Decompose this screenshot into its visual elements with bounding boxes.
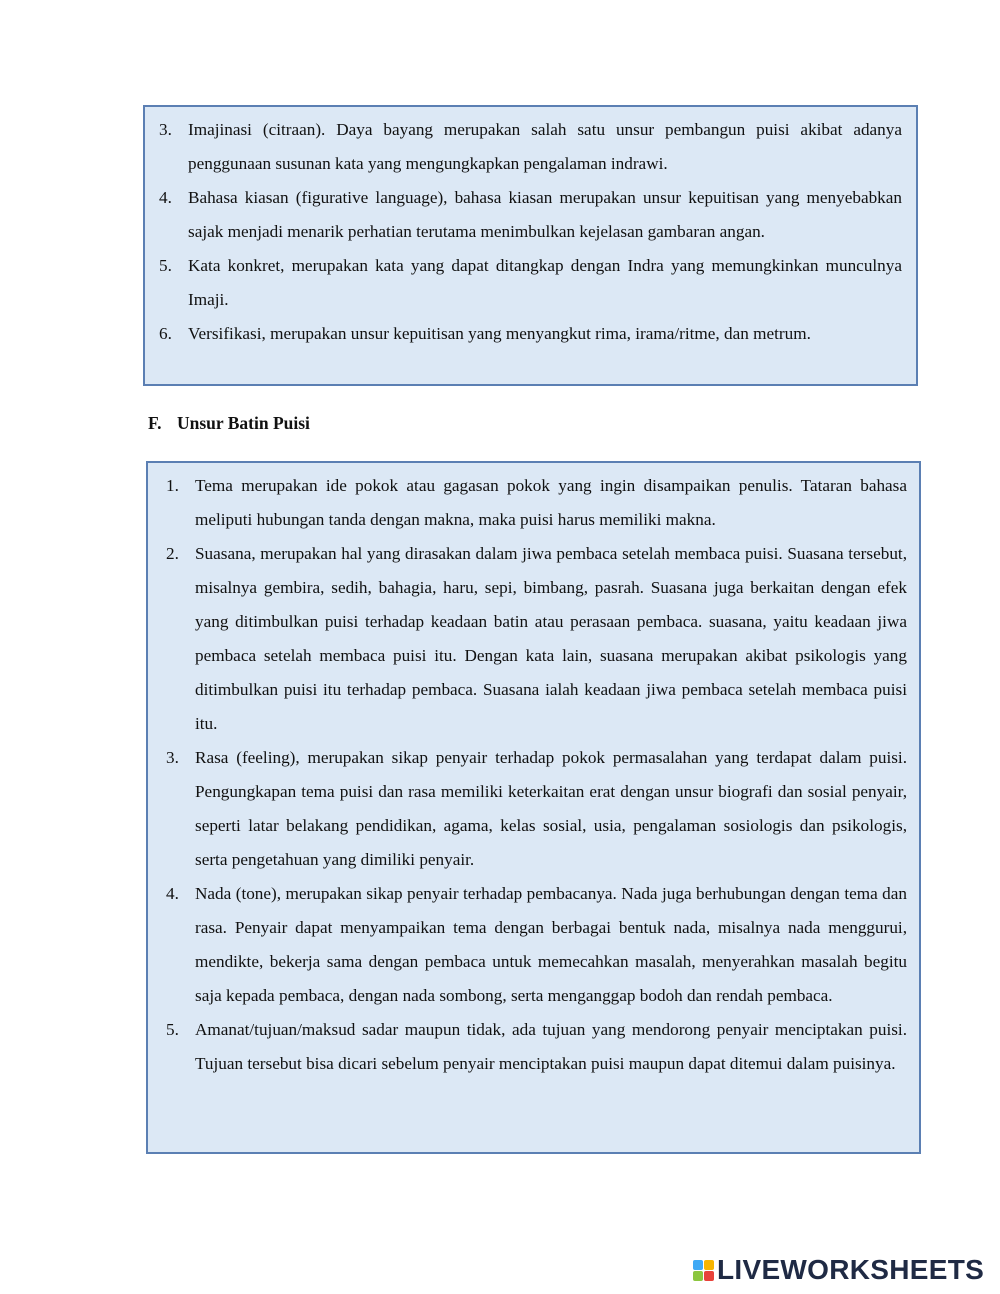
section-letter: F. (148, 413, 162, 433)
list-item (159, 113, 902, 181)
list-text: Tema merupakan ide pokok atau gagasan pokok yang ingin disampaikan penulis. Tataran bahasa meliputi hubungan tanda dengan makna, maka puisi harus memiliki makna. (195, 476, 907, 529)
list-item (159, 249, 902, 317)
list-item (166, 741, 907, 877)
list-item (166, 469, 907, 537)
logo-text: LIVEWORKSHEETS (717, 1254, 985, 1285)
list-number: 5. (166, 1020, 179, 1039)
list-number: 3. (166, 748, 179, 767)
list-text: Nada (tone), merupakan sikap penyair terhadap pembacanya. Nada juga berhubungan dengan tema dan rasa. Penyair dapat menyampaikan tema dengan berbagai bentuk nada, misalnya nada menggurui, mendikte, bekerja sama dengan pembaca untuk memecahkan masalah, menyerahkan masalah begitu saja kepada pembaca, dengan nada sombong, serta menganggap bodoh dan rendah pembaca. (195, 884, 907, 1005)
liveworksheets-logo-icon (693, 1260, 714, 1281)
logo-square-icon (693, 1271, 703, 1281)
logo-square-icon (704, 1260, 714, 1270)
list-text: Suasana, merupakan hal yang dirasakan dalam jiwa pembaca setelah membaca puisi. Suasana tersebut, misalnya gembira, sedih, bahagia, haru, sepi, bimbang, pasrah. Suasana juga berkaitan dengan efek yang ditimbulkan puisi terhadap keadaan batin atau perasaan pembaca. suasana, yaitu keadaan jiwa pembaca setelah membaca puisi itu. Dengan kata lain, suasana merupakan akibat psikologis yang ditimbulkan puisi itu terhadap pembaca. Suasana ialah keadaan jiwa pembaca setelah membaca puisi itu. (195, 544, 907, 733)
list-text: Imajinasi (citraan). Daya bayang merupakan salah satu unsur pembangun puisi akibat adanya penggunaan susunan kata yang mengungkapkan pengalaman indrawi. (188, 120, 902, 173)
list-number: 6. (159, 324, 172, 343)
logo-square-icon (693, 1260, 703, 1270)
list-number: 1. (166, 476, 179, 495)
logo-square-icon (704, 1271, 714, 1281)
list-text: Bahasa kiasan (figurative language), bahasa kiasan merupakan unsur kepuitisan yang menyebabkan sajak menjadi menarik perhatian terutama menimbulkan kejelasan gambaran angan. (188, 188, 902, 241)
list-item (159, 317, 902, 351)
section-title: Unsur Batin Puisi (177, 413, 310, 433)
numbered-list (166, 469, 907, 1081)
list-item (159, 181, 902, 249)
list-number: 3. (159, 120, 172, 139)
section-heading (148, 410, 310, 436)
list-number: 4. (159, 188, 172, 207)
liveworksheets-logo[interactable] (693, 1255, 984, 1285)
list-text: Rasa (feeling), merupakan sikap penyair terhadap pokok permasalahan yang terdapat dalam puisi. Pengungkapan tema puisi dan rasa memiliki keterkaitan erat dengan unsur biografi dan sosial penyair, seperti latar belakang pendidikan, agama, kelas sosial, usia, pengalaman sosiologis dan psikologis, serta pengetahuan yang dimiliki penyair. (195, 748, 907, 869)
text-box-unsur-fisik (143, 105, 918, 386)
numbered-list (159, 113, 902, 351)
list-number: 2. (166, 544, 179, 563)
list-item (166, 877, 907, 1013)
list-text: Kata konkret, merupakan kata yang dapat ditangkap dengan Indra yang memungkinkan munculnya Imaji. (188, 256, 902, 309)
list-text: Amanat/tujuan/maksud sadar maupun tidak, ada tujuan yang mendorong penyair menciptakan puisi. Tujuan tersebut bisa dicari sebelum penyair menciptakan puisi maupun dapat ditemui dalam puisinya. (195, 1020, 907, 1073)
list-number: 4. (166, 884, 179, 903)
list-item (166, 1013, 907, 1081)
text-box-unsur-batin (146, 461, 921, 1154)
list-number: 5. (159, 256, 172, 275)
list-text: Versifikasi, merupakan unsur kepuitisan yang menyangkut rima, irama/ritme, dan metrum. (188, 324, 811, 343)
list-item (166, 537, 907, 741)
